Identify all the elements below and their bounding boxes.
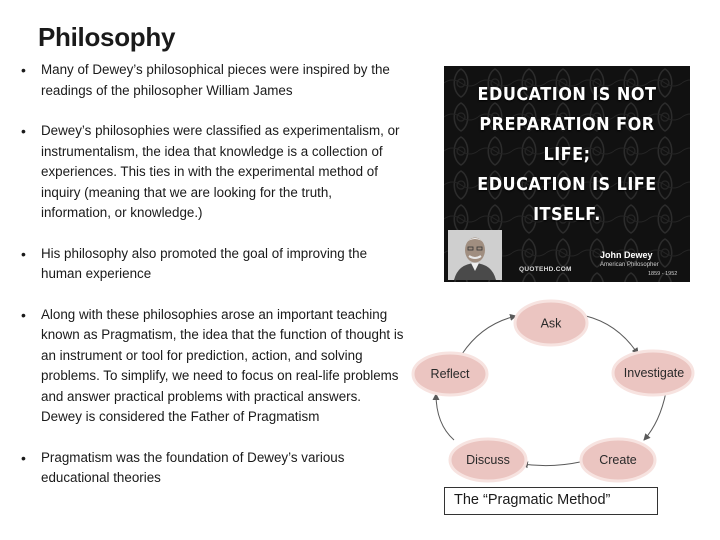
quote-line: EDUCATION IS NOT [477, 85, 657, 105]
cycle-arrow [522, 462, 580, 466]
node-ask [515, 301, 587, 345]
node-investigate-label: Investigate [623, 366, 685, 380]
diagram-caption: The “Pragmatic Method” [444, 487, 658, 515]
slide-title: Philosophy [38, 22, 176, 52]
quote-text [454, 80, 680, 230]
bullet-item: • Pragmatism was the foundation of Dewey’s various educational theories [20, 448, 404, 489]
node-create-label: Create [599, 453, 637, 467]
node-investigate [613, 351, 693, 395]
pragmatic-method-cycle [406, 296, 700, 486]
author-title: American Philosopher [600, 262, 659, 268]
node-discuss-label: Discuss [466, 453, 510, 467]
node-discuss [450, 439, 526, 481]
node-create [581, 439, 655, 481]
quote-line: EDUCATION IS LIFE [477, 175, 657, 195]
bullet-item: • Along with these philosophies arose an important teaching known as Pragmatism, the idea that the function of thought is an instrument or tool for prediction, action, and solving problems. To simplify, we need to focus on real-life problems and answer practical problems with practical answers. Dewey is considered the Father of Pragmatism [20, 305, 404, 428]
source-watermark: QUOTEHD.COM [519, 266, 572, 273]
quote-line: PREPARATION FOR LIFE; [479, 115, 655, 165]
dewey-portrait [448, 230, 502, 280]
author-dates: 1859 - 1952 [648, 271, 678, 277]
cycle-arrow [586, 316, 638, 354]
quote-line: ITSELF. [533, 205, 601, 225]
bullet-item: • His philosophy also promoted the goal of improving the human experience [20, 244, 404, 285]
cycle-arrow [644, 392, 666, 440]
node-reflect [413, 353, 487, 395]
node-reflect-label: Reflect [430, 367, 470, 381]
bullet-list [20, 60, 404, 509]
dewey-quote-image [444, 66, 690, 282]
bullet-item: • Many of Dewey’s philosophical pieces were inspired by the readings of the philosopher William James [20, 60, 404, 101]
bullet-item: • Dewey’s philosophies were classified as experimentalism, or instrumentalism, the idea that knowledge is a collection of experiences. This ties in with the experimental method of inquiry (meaning that we are looking for the truth, information, or knowledge.) [20, 121, 404, 224]
cycle-arrow [462, 316, 516, 354]
cycle-arrow [436, 394, 454, 440]
quote-author: John Dewey [600, 250, 653, 260]
node-ask-label: Ask [540, 316, 562, 331]
